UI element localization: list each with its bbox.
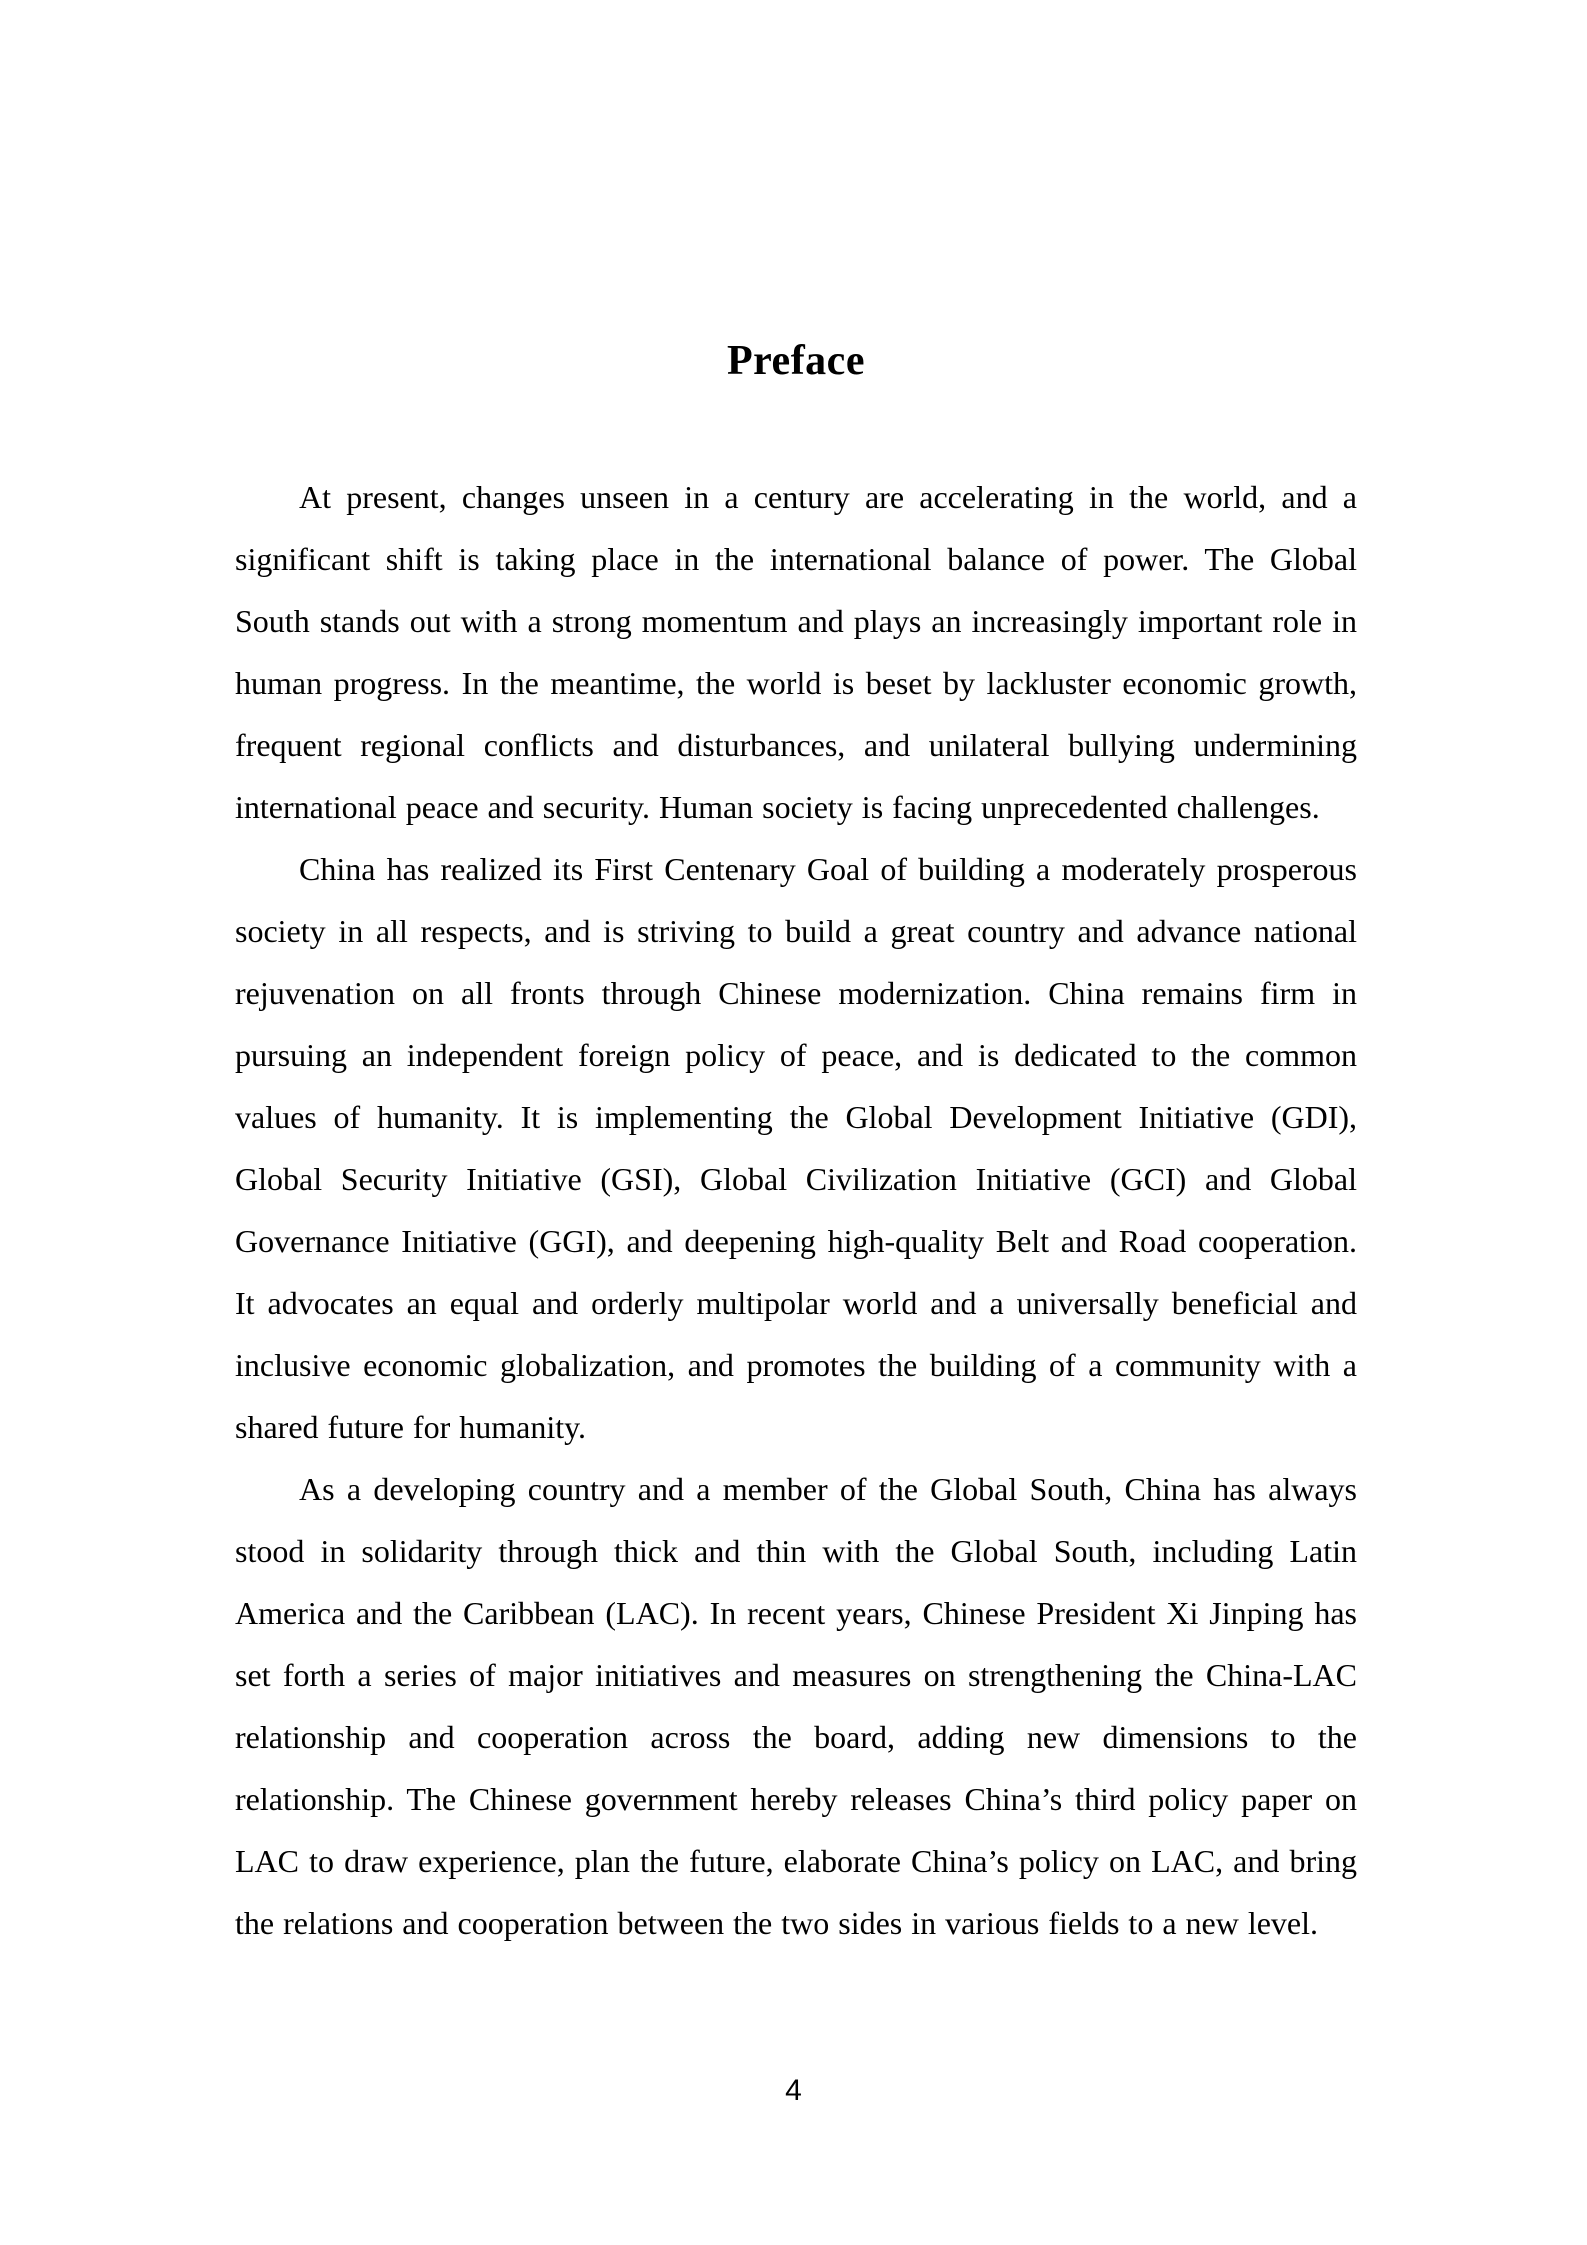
document-body [235, 466, 1357, 1954]
page-number: 4 [785, 2074, 802, 2107]
preface-paragraph-1: At present, changes unseen in a century are accelerating in the world, and a significant shift is taking place in the international balance of power. The Global South stands out with a strong momentum and plays an increasingly important role in human progress. In the meantime, the world is beset by lackluster economic growth, frequent regional conflicts and disturbances, and unilateral bullying undermining international peace and security. Human society is facing unprecedented challenges. [235, 479, 1357, 825]
preface-paragraph-3: As a developing country and a member of the Global South, China has always stood in solidarity through thick and thin with the Global South, including Latin America and the Caribbean (LAC). In recent years, Chinese President Xi Jinping has set forth a series of major initiatives and measures on strengthening the China-LAC relationship and cooperation across the board, adding new dimensions to the relationship. The Chinese government hereby releases China’s third policy paper on LAC to draw experience, plan the future, elaborate China’s policy on LAC, and bring the relations and cooperation between the two sides in various fields to a new level. [235, 1471, 1357, 1941]
preface-paragraph-2: China has realized its First Centenary Goal of building a moderately prosperous society in all respects, and is striving to build a great country and advance national rejuvenation on all fronts through Chinese modernization. China remains firm in pursuing an independent foreign policy of peace, and is dedicated to the common values of humanity. It is implementing the Global Development Initiative (GDI), Global Security Initiative (GSI), Global Civilization Initiative (GCI) and Global Governance Initiative (GGI), and deepening high-quality Belt and Road cooperation. It advocates an equal and orderly multipolar world and a universally beneficial and inclusive economic globalization, and promotes the building of a community with a shared future for humanity. [235, 851, 1357, 1445]
page-title: Preface [727, 338, 865, 384]
